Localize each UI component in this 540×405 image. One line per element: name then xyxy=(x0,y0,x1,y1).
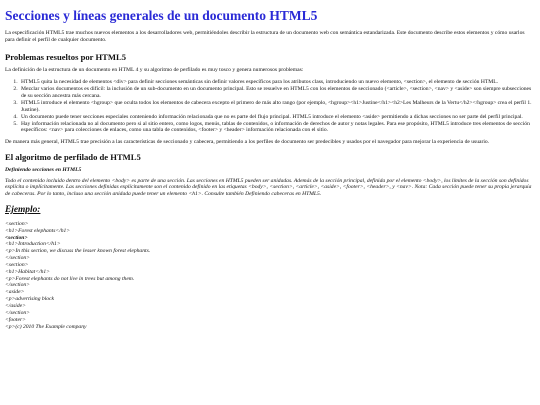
problem-item-1: 1. HTML5 quita la necesidad de elementos <div> para definir secciones semánticas sin definir valores específicos para los atributos class, introduciendo un nuevo elemento, <section>, el elemento de sección HTML. xyxy=(19,79,535,86)
problem-item-2: 2. Mezclar varios documentos es difícil: la inclusión de un sub-documento en un documento principal. Esto se resuelve en HTML5 con los elementos de seccionado (<article>, <section>, <nav> y <aside> son siempre subsecciones de su sección ancestra más cercana. xyxy=(19,86,535,99)
example-heading: Ejemplo: xyxy=(5,204,41,215)
code-line: </section> xyxy=(5,309,30,316)
problems-lead: La definición de la estructura de un documento en HTML 4 y su algoritmo de perfilado es muy tosco y genera numerosos problemas: xyxy=(5,66,304,73)
code-line: <footer> xyxy=(5,316,26,323)
intro-paragraph: La especificación HTML5 trae muchos nuevos elementos a los desarrolladores web, permitiéndoles describir la estructura de un documento web con semántica estandarizada. Este documento describe estos elementos y cómo usarlos para definir el perfil de cualquier documento. xyxy=(5,30,525,43)
algorithm-text: Todo el contenido incluido dentro del elemento <body> es parte de una sección. Las secciones en HTML5 pueden ser anidadas. Además de la sección principal, definida por el elemento <body>, los límites de la sección son definidos explícita o implícitamente. Las secciones definidas explícitamente son el contenido definido en las etiquetas <body>, <section>, <article>, <aside>, <footer>, <header>, y <nav>. Nota: Cada sección puede tener su propia jerarquía de cabeceras. Por lo tanto, incluso una sección anidada puede tener un elemento <h1>. Consulte también Definiendo cabeceras en HTML5. xyxy=(5,177,532,198)
problems-heading: Problemas resueltos por HTML5 xyxy=(5,51,127,62)
code-line: <aside> xyxy=(5,289,25,296)
problem-item-3: 3. HTML5 introduce el elemento <hgroup> que oculta todos los elementos de cabecera excepto el primero de más alto rango (por ejemplo, <hgroup><h1>Justine</h1><h2>Les Malheurs de la Vertu</h2></hgroup> crea el perfil 1. Justine). xyxy=(19,100,535,113)
code-line: <h1>Forest elephants</h1> xyxy=(5,227,71,234)
code-line: <h1>Habitat</h1> xyxy=(5,268,50,275)
code-line: </section> xyxy=(5,282,30,289)
code-line: </aside> xyxy=(5,303,26,310)
problems-summary: De manera más general, HTML5 trae precisión a las características de seccionado y cabecera, permitiendo a los perfiles de documento ser predecibles y usados por el navegador para mejorar la experiencia de usuario. xyxy=(5,138,490,145)
problem-item-4: 4. Un documento puede tener secciones especiales conteniendo información relacionada que no es parte del flujo principal. HTML5 introduce el elemento <aside> permitiendo a dichas secciones no ser parte del perfil principal. xyxy=(19,114,535,121)
code-line: <h1>Introduction</h1> xyxy=(5,241,61,248)
example-code-block xyxy=(5,221,535,331)
code-line: <p>Forest elephants do not live in trees but among them. xyxy=(5,275,135,282)
problems-list xyxy=(5,79,535,133)
code-line: <p>(c) 2010 The Example company xyxy=(5,323,87,330)
algorithm-heading: El algoritmo de perfilado de HTML5 xyxy=(5,151,141,162)
code-line: </section> xyxy=(5,255,30,262)
code-line: <section> xyxy=(5,261,29,268)
algorithm-subheading: Definiendo secciones en HTML5 xyxy=(5,166,82,173)
code-line: <section> xyxy=(5,234,28,241)
code-line: <section> xyxy=(5,220,29,227)
problem-item-5: 5. Hay información relacionada no al documento pero si al sitio entero, como logos, menús, tablas de contenidos, o información de derechos de autor y notas legales. Para ese propósito, HTML5 introduce tres elementos de sección específicos: <nav> para colecciones de enlaces, como una tabla de contenidos, <footer> y <header> información relacionada con el sitio. xyxy=(19,121,535,134)
code-line: <p>In this section, we discuss the lesser known forest elephants. xyxy=(5,248,151,255)
page-title: Secciones y líneas generales de un documento HTML5 xyxy=(5,8,318,23)
code-line: <p>advertising block xyxy=(5,296,55,303)
